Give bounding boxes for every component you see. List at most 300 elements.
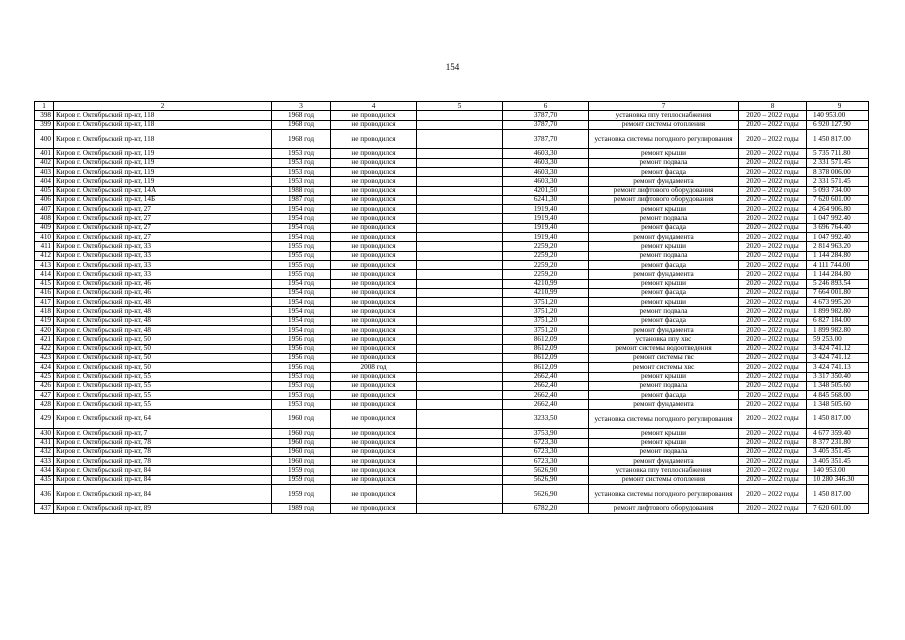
cell-row-number: 418	[35, 307, 54, 316]
cell-address: Киров г. Октябрьский пр-кт, 50	[54, 344, 272, 353]
cell-area: 3751,20	[503, 307, 589, 316]
cell-last-repair-year: не проводился	[331, 466, 417, 475]
cell-row-number: 409	[35, 223, 54, 232]
cell-address: Киров г. Октябрьский пр-кт, 118	[54, 111, 272, 120]
cell-period: 2020 – 2022 годы	[739, 335, 807, 344]
cell-work-type: ремонт системы водоотведения	[589, 344, 739, 353]
cell-column-5	[417, 307, 503, 316]
cell-address: Киров г. Октябрьский пр-кт, 33	[54, 242, 272, 251]
table-row	[35, 335, 869, 344]
cell-period: 2020 – 2022 годы	[739, 270, 807, 279]
cell-address: Киров г. Октябрьский пр-кт, 119	[54, 158, 272, 167]
cell-row-number: 419	[35, 316, 54, 325]
cell-last-repair-year: не проводился	[331, 316, 417, 325]
cell-row-number: 436	[35, 484, 54, 504]
cell-column-5	[417, 214, 503, 223]
table-row	[35, 158, 869, 167]
cell-work-type: ремонт подвала	[589, 251, 739, 260]
cell-build-year: 1954 год	[272, 214, 331, 223]
cell-cost: 4 111 744.00	[807, 260, 869, 269]
cell-cost: 5 246 893.54	[807, 279, 869, 288]
cell-area: 8612,09	[503, 353, 589, 362]
cell-area: 6723,30	[503, 438, 589, 447]
cell-area: 2259,20	[503, 242, 589, 251]
cell-period: 2020 – 2022 годы	[739, 326, 807, 335]
cell-cost: 4 677 359.40	[807, 429, 869, 438]
cell-work-type: ремонт фундамента	[589, 270, 739, 279]
table-row	[35, 129, 869, 149]
cell-work-type: установка системы погодного регулирования	[589, 484, 739, 504]
cell-build-year: 1987 год	[272, 195, 331, 204]
table-row	[35, 457, 869, 466]
cell-column-5	[417, 466, 503, 475]
cell-cost: 10 280 346.30	[807, 475, 869, 484]
cell-row-number: 403	[35, 167, 54, 176]
cell-column-5	[417, 149, 503, 158]
table-row	[35, 279, 869, 288]
cell-address: Киров г. Октябрьский пр-кт, 78	[54, 447, 272, 456]
cell-period: 2020 – 2022 годы	[739, 372, 807, 381]
cell-build-year: 1953 год	[272, 167, 331, 176]
cell-address: Киров г. Октябрьский пр-кт, 55	[54, 381, 272, 390]
cell-area: 1919,40	[503, 214, 589, 223]
cell-address: Киров г. Октябрьский пр-кт, 33	[54, 260, 272, 269]
cell-period: 2020 – 2022 годы	[739, 251, 807, 260]
cell-row-number: 408	[35, 214, 54, 223]
cell-area: 6782,20	[503, 504, 589, 513]
cell-row-number: 405	[35, 186, 54, 195]
cell-period: 2020 – 2022 годы	[739, 307, 807, 316]
table-row	[35, 372, 869, 381]
cell-build-year: 1968 год	[272, 120, 331, 129]
table-row	[35, 409, 869, 429]
table-row	[35, 381, 869, 390]
cell-cost: 140 953.00	[807, 111, 869, 120]
cell-last-repair-year: не проводился	[331, 326, 417, 335]
cell-area: 8612,09	[503, 344, 589, 353]
cell-work-type: ремонт крыши	[589, 438, 739, 447]
cell-address: Киров г. Октябрьский пр-кт, 27	[54, 214, 272, 223]
cell-last-repair-year: не проводился	[331, 391, 417, 400]
cell-column-5	[417, 363, 503, 372]
table-row	[35, 186, 869, 195]
cell-row-number: 415	[35, 279, 54, 288]
cell-area: 3787,70	[503, 111, 589, 120]
cell-address: Киров г. Октябрьский пр-кт, 64	[54, 409, 272, 429]
cell-area: 3751,20	[503, 298, 589, 307]
cell-work-type: ремонт фасада	[589, 391, 739, 400]
cell-period: 2020 – 2022 годы	[739, 186, 807, 195]
table-row	[35, 242, 869, 251]
cell-column-5	[417, 167, 503, 176]
cell-cost: 7 664 001.80	[807, 288, 869, 297]
cell-area: 1919,40	[503, 233, 589, 242]
cell-period: 2020 – 2022 годы	[739, 504, 807, 513]
cell-cost: 2 814 963.20	[807, 242, 869, 251]
table-row	[35, 307, 869, 316]
cell-cost: 1 899 982.80	[807, 326, 869, 335]
cell-work-type: ремонт фасада	[589, 167, 739, 176]
cell-address: Киров г. Октябрьский пр-кт, 84	[54, 484, 272, 504]
cell-period: 2020 – 2022 годы	[739, 457, 807, 466]
cell-build-year: 1954 год	[272, 307, 331, 316]
cell-area: 4210,99	[503, 279, 589, 288]
cell-last-repair-year: не проводился	[331, 158, 417, 167]
cell-row-number: 411	[35, 242, 54, 251]
cell-area: 3787,70	[503, 129, 589, 149]
cell-address: Киров г. Октябрьский пр-кт, 118	[54, 120, 272, 129]
cell-period: 2020 – 2022 годы	[739, 177, 807, 186]
cell-last-repair-year: не проводился	[331, 149, 417, 158]
cell-period: 2020 – 2022 годы	[739, 381, 807, 390]
cell-build-year: 1953 год	[272, 391, 331, 400]
cell-address: Киров г. Октябрьский пр-кт, 84	[54, 466, 272, 475]
cell-period: 2020 – 2022 годы	[739, 438, 807, 447]
header-cell-last-repair-year: 4	[331, 102, 417, 111]
cell-address: Киров г. Октябрьский пр-кт, 33	[54, 270, 272, 279]
cell-address: Киров г. Октябрьский пр-кт, 119	[54, 149, 272, 158]
cell-cost: 6 827 184.00	[807, 316, 869, 325]
cell-build-year: 1959 год	[272, 466, 331, 475]
header-cell-build-year: 3	[272, 102, 331, 111]
header-cell-row-number: 1	[35, 102, 54, 111]
cell-build-year: 1960 год	[272, 409, 331, 429]
cell-period: 2020 – 2022 годы	[739, 353, 807, 362]
cell-work-type: установка системы погодного регулирования	[589, 409, 739, 429]
cell-row-number: 428	[35, 400, 54, 409]
cell-cost: 5 093 734.00	[807, 186, 869, 195]
cell-address: Киров г. Октябрьский пр-кт, 118	[54, 129, 272, 149]
header-cell-period: 8	[739, 102, 807, 111]
cell-work-type: ремонт фундамента	[589, 326, 739, 335]
cell-cost: 1 144 284.80	[807, 251, 869, 260]
table-row	[35, 205, 869, 214]
cell-cost: 1 144 284.80	[807, 270, 869, 279]
cell-cost: 5 735 711.80	[807, 149, 869, 158]
cell-build-year: 1954 год	[272, 298, 331, 307]
cell-build-year: 1954 год	[272, 233, 331, 242]
cell-last-repair-year: не проводился	[331, 438, 417, 447]
cell-address: Киров г. Октябрьский пр-кт, 14Б	[54, 195, 272, 204]
cell-row-number: 398	[35, 111, 54, 120]
cell-cost: 2 331 571.45	[807, 177, 869, 186]
cell-period: 2020 – 2022 годы	[739, 316, 807, 325]
cell-cost: 1 047 992.40	[807, 233, 869, 242]
cell-cost: 8 377 231.80	[807, 438, 869, 447]
cell-period: 2020 – 2022 годы	[739, 484, 807, 504]
cell-area: 8612,09	[503, 363, 589, 372]
cell-row-number: 422	[35, 344, 54, 353]
cell-address: Киров г. Октябрьский пр-кт, 78	[54, 457, 272, 466]
cell-build-year: 1955 год	[272, 242, 331, 251]
cell-column-5	[417, 260, 503, 269]
table-row	[35, 233, 869, 242]
cell-last-repair-year: не проводился	[331, 279, 417, 288]
cell-last-repair-year: не проводился	[331, 344, 417, 353]
table-row	[35, 326, 869, 335]
cell-area: 4210,99	[503, 288, 589, 297]
cell-row-number: 416	[35, 288, 54, 297]
cell-area: 5626,90	[503, 484, 589, 504]
cell-work-type: ремонт фундамента	[589, 400, 739, 409]
cell-column-5	[417, 120, 503, 129]
cell-column-5	[417, 158, 503, 167]
table-row	[35, 429, 869, 438]
cell-build-year: 1956 год	[272, 363, 331, 372]
cell-cost: 3 405 351.45	[807, 457, 869, 466]
cell-period: 2020 – 2022 годы	[739, 363, 807, 372]
cell-work-type: ремонт крыши	[589, 372, 739, 381]
cell-row-number: 406	[35, 195, 54, 204]
cell-row-number: 427	[35, 391, 54, 400]
cell-cost: 4 845 568.00	[807, 391, 869, 400]
cell-row-number: 435	[35, 475, 54, 484]
table-row	[35, 400, 869, 409]
cell-last-repair-year: не проводился	[331, 120, 417, 129]
cell-column-5	[417, 484, 503, 504]
cell-column-5	[417, 381, 503, 390]
cell-build-year: 1954 год	[272, 326, 331, 335]
cell-last-repair-year: не проводился	[331, 195, 417, 204]
cell-work-type: ремонт системы отопления	[589, 475, 739, 484]
cell-build-year: 1954 год	[272, 205, 331, 214]
cell-row-number: 410	[35, 233, 54, 242]
cell-cost: 8 378 006.00	[807, 167, 869, 176]
table-row	[35, 363, 869, 372]
cell-row-number: 434	[35, 466, 54, 475]
cell-column-5	[417, 353, 503, 362]
cell-column-5	[417, 372, 503, 381]
cell-area: 3753,90	[503, 429, 589, 438]
cell-area: 3233,50	[503, 409, 589, 429]
cell-last-repair-year: не проводился	[331, 335, 417, 344]
cell-area: 4201,50	[503, 186, 589, 195]
cell-area: 2662,40	[503, 381, 589, 390]
cell-address: Киров г. Октябрьский пр-кт, 7	[54, 429, 272, 438]
cell-last-repair-year: не проводился	[331, 504, 417, 513]
cell-period: 2020 – 2022 годы	[739, 466, 807, 475]
cell-address: Киров г. Октябрьский пр-кт, 50	[54, 363, 272, 372]
cell-address: Киров г. Октябрьский пр-кт, 84	[54, 475, 272, 484]
cell-period: 2020 – 2022 годы	[739, 149, 807, 158]
cell-cost: 1 899 982.80	[807, 307, 869, 316]
cell-cost: 6 920 127.90	[807, 120, 869, 129]
cell-row-number: 414	[35, 270, 54, 279]
table-row	[35, 270, 869, 279]
cell-build-year: 1956 год	[272, 335, 331, 344]
cell-address: Киров г. Октябрьский пр-кт, 89	[54, 504, 272, 513]
cell-column-5	[417, 438, 503, 447]
cell-cost: 3 424 741.12	[807, 344, 869, 353]
cell-area: 1919,40	[503, 223, 589, 232]
cell-period: 2020 – 2022 годы	[739, 214, 807, 223]
cell-row-number: 400	[35, 129, 54, 149]
cell-row-number: 412	[35, 251, 54, 260]
cell-work-type: ремонт лифтового оборудования	[589, 195, 739, 204]
cell-build-year: 1953 год	[272, 372, 331, 381]
cell-last-repair-year: не проводился	[331, 381, 417, 390]
cell-last-repair-year: не проводился	[331, 429, 417, 438]
cell-cost: 59 253.00	[807, 335, 869, 344]
cell-area: 5626,90	[503, 475, 589, 484]
cell-area: 2662,40	[503, 400, 589, 409]
cell-period: 2020 – 2022 годы	[739, 447, 807, 456]
cell-column-5	[417, 409, 503, 429]
cell-address: Киров г. Октябрьский пр-кт, 119	[54, 167, 272, 176]
cell-work-type: ремонт фасада	[589, 223, 739, 232]
cell-build-year: 1953 год	[272, 158, 331, 167]
cell-work-type: ремонт фундамента	[589, 177, 739, 186]
cell-build-year: 1960 год	[272, 447, 331, 456]
cell-work-type: ремонт системы хвс	[589, 363, 739, 372]
cell-last-repair-year: не проводился	[331, 205, 417, 214]
cell-build-year: 1953 год	[272, 400, 331, 409]
table-row	[35, 475, 869, 484]
cell-period: 2020 – 2022 годы	[739, 475, 807, 484]
cell-area: 1919,40	[503, 205, 589, 214]
cell-column-5	[417, 223, 503, 232]
cell-period: 2020 – 2022 годы	[739, 298, 807, 307]
cell-work-type: ремонт крыши	[589, 279, 739, 288]
cell-cost: 1 348 505.60	[807, 400, 869, 409]
cell-area: 2259,20	[503, 251, 589, 260]
cell-area: 2259,20	[503, 270, 589, 279]
cell-row-number: 413	[35, 260, 54, 269]
cell-build-year: 1968 год	[272, 111, 331, 120]
cell-build-year: 1968 год	[272, 129, 331, 149]
cell-address: Киров г. Октябрьский пр-кт, 14А	[54, 186, 272, 195]
cell-cost: 1 047 992.40	[807, 214, 869, 223]
cell-work-type: ремонт системы отопления	[589, 120, 739, 129]
cell-column-5	[417, 335, 503, 344]
cell-column-5	[417, 447, 503, 456]
table-row	[35, 466, 869, 475]
cell-period: 2020 – 2022 годы	[739, 120, 807, 129]
cell-period: 2020 – 2022 годы	[739, 279, 807, 288]
cell-build-year: 1954 год	[272, 279, 331, 288]
cell-column-5	[417, 344, 503, 353]
cell-cost: 3 424 741.13	[807, 363, 869, 372]
cell-last-repair-year: не проводился	[331, 251, 417, 260]
table-row	[35, 223, 869, 232]
cell-build-year: 1989 год	[272, 504, 331, 513]
cell-address: Киров г. Октябрьский пр-кт, 119	[54, 177, 272, 186]
cell-work-type: ремонт подвала	[589, 214, 739, 223]
cell-row-number: 420	[35, 326, 54, 335]
cell-address: Киров г. Октябрьский пр-кт, 48	[54, 307, 272, 316]
cell-last-repair-year: не проводился	[331, 177, 417, 186]
cell-build-year: 1960 год	[272, 457, 331, 466]
cell-column-5	[417, 391, 503, 400]
table-row	[35, 438, 869, 447]
cell-column-5	[417, 400, 503, 409]
cell-area: 3787,70	[503, 120, 589, 129]
cell-address: Киров г. Октябрьский пр-кт, 46	[54, 288, 272, 297]
cell-period: 2020 – 2022 годы	[739, 260, 807, 269]
cell-last-repair-year: не проводился	[331, 260, 417, 269]
cell-row-number: 425	[35, 372, 54, 381]
cell-cost: 140 953.00	[807, 466, 869, 475]
table-row	[35, 504, 869, 513]
cell-column-5	[417, 251, 503, 260]
cell-build-year: 1954 год	[272, 288, 331, 297]
cell-row-number: 399	[35, 120, 54, 129]
cell-area: 6241,30	[503, 195, 589, 204]
table-row	[35, 177, 869, 186]
cell-period: 2020 – 2022 годы	[739, 205, 807, 214]
cell-column-5	[417, 316, 503, 325]
cell-last-repair-year: не проводился	[331, 223, 417, 232]
cell-cost: 4 673 995.20	[807, 298, 869, 307]
cell-last-repair-year: не проводился	[331, 409, 417, 429]
cell-cost: 7 620 601.00	[807, 504, 869, 513]
cell-cost: 3 317 350.40	[807, 372, 869, 381]
cell-row-number: 430	[35, 429, 54, 438]
table-row	[35, 484, 869, 504]
cell-period: 2020 – 2022 годы	[739, 242, 807, 251]
table-row	[35, 260, 869, 269]
cell-work-type: ремонт подвала	[589, 447, 739, 456]
cell-build-year: 1959 год	[272, 475, 331, 484]
cell-work-type: установка ппу хвс	[589, 335, 739, 344]
cell-address: Киров г. Октябрьский пр-кт, 27	[54, 223, 272, 232]
cell-work-type: ремонт системы гвс	[589, 353, 739, 362]
cell-last-repair-year: не проводился	[331, 457, 417, 466]
cell-build-year: 1956 год	[272, 344, 331, 353]
cell-cost: 1 348 505.60	[807, 381, 869, 390]
cell-area: 2259,20	[503, 260, 589, 269]
cell-row-number: 423	[35, 353, 54, 362]
table-row	[35, 288, 869, 297]
cell-column-5	[417, 233, 503, 242]
header-cell-column-5: 5	[417, 102, 503, 111]
cell-last-repair-year: не проводился	[331, 186, 417, 195]
cell-address: Киров г. Октябрьский пр-кт, 48	[54, 298, 272, 307]
cell-work-type: ремонт подвала	[589, 381, 739, 390]
cell-last-repair-year: не проводился	[331, 484, 417, 504]
cell-last-repair-year: не проводился	[331, 372, 417, 381]
cell-last-repair-year: не проводился	[331, 298, 417, 307]
cell-row-number: 407	[35, 205, 54, 214]
cell-period: 2020 – 2022 годы	[739, 400, 807, 409]
table-row	[35, 447, 869, 456]
cell-last-repair-year: не проводился	[331, 447, 417, 456]
cell-period: 2020 – 2022 годы	[739, 111, 807, 120]
cell-cost: 3 424 741.12	[807, 353, 869, 362]
table-row	[35, 391, 869, 400]
table-row	[35, 120, 869, 129]
cell-last-repair-year: не проводился	[331, 242, 417, 251]
table-row	[35, 344, 869, 353]
cell-period: 2020 – 2022 годы	[739, 223, 807, 232]
cell-period: 2020 – 2022 годы	[739, 391, 807, 400]
cell-period: 2020 – 2022 годы	[739, 158, 807, 167]
cell-work-type: ремонт крыши	[589, 205, 739, 214]
cell-row-number: 429	[35, 409, 54, 429]
cell-work-type: ремонт фасада	[589, 316, 739, 325]
cell-row-number: 404	[35, 177, 54, 186]
cell-column-5	[417, 504, 503, 513]
cell-address: Киров г. Октябрьский пр-кт, 33	[54, 251, 272, 260]
cell-column-5	[417, 475, 503, 484]
table-row	[35, 149, 869, 158]
cell-cost: 2 331 571.45	[807, 158, 869, 167]
cell-work-type: ремонт лифтового оборудования	[589, 186, 739, 195]
cell-work-type: ремонт подвала	[589, 158, 739, 167]
cell-address: Киров г. Октябрьский пр-кт, 78	[54, 438, 272, 447]
cell-column-5	[417, 111, 503, 120]
table-header-row	[35, 102, 869, 111]
